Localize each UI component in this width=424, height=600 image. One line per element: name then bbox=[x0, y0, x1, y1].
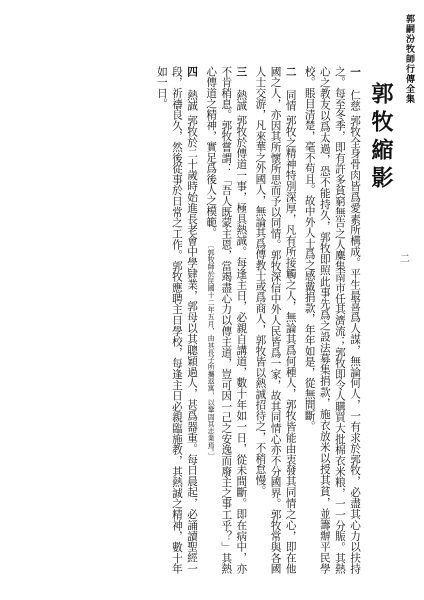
page-number: 二 bbox=[400, 254, 410, 265]
section-1 bbox=[302, 66, 362, 574]
section-heading: 熱誠 bbox=[186, 89, 199, 112]
section-number: 三 bbox=[235, 66, 248, 80]
section-3 bbox=[203, 66, 248, 574]
section-text: 郭牧全身骨肉皆爲愛素所構成。平生最喜爲人謀，無論何人，一有求於郭牧，必盡其心力以扶持之。每至冬季，即有許多貧窮無告之人麋集南市任其濟流；郭牧即令人購買大批棉衣米粮，一一分賑。其熱心之教友以爲太過，恐不能持久，郭牧即照此事先爲之設法募集捐款，施衣放米以授其貧，並籌辦平民學校。賬目清楚，毫不苟且。故中外人士爲之感戴捐款，年年如是，從無間斷。 bbox=[303, 66, 361, 574]
section-number: 四 bbox=[186, 66, 199, 80]
section-2 bbox=[252, 66, 297, 574]
section-text: 郭牧於二十歲時始進長老會中學肄業，郭母以其聰穎過人，甚爲器重。每日晨起，必誦讀聖經一段，祈禱良久，然後從事於日常之工作。郭牧應聘主日學校，每逢主日必親臨施教，其熱誠之精神，數十年如一日。 bbox=[155, 66, 199, 574]
section-number: 一 bbox=[349, 66, 361, 80]
running-head: 郭嗣汾牧師行傳全集 bbox=[404, 14, 414, 104]
section-heading: 熱誠 bbox=[235, 89, 248, 112]
section-text: 郭牧之精神特別深厚，凡有所接觸之人，無論其爲何種人，郭牧皆能由衷發其同情之心，即在他國之人，亦因其所懷所思而予以同情。郭牧深信中外人民皆爲一家，故其同情心亦不分國界。郭牧常與各國人士交游，凡來華之外國人，無論其爲傳教士或爲商人，郭牧皆以熱誠招待之，不稍怠慢。 bbox=[254, 66, 297, 574]
page-title: 郭牧縮影 bbox=[368, 82, 394, 194]
section-number: 二 bbox=[284, 66, 297, 80]
section-text: 郭牧於傳道一事，極具熱誠。每逢主日，必親自講道，數十年如一日，從未間斷。即在病中，亦不肯稍息。郭牧嘗謂：「吾人既蒙主恩，當竭盡心力以傳主道，豈可因一己之安逸而廢主之事工乎？」其熱心傳道之精神，實足爲後人之模範。 bbox=[205, 66, 248, 574]
section-4 bbox=[154, 66, 199, 574]
section-heading: 仁慈 bbox=[349, 89, 361, 112]
body-text bbox=[8, 66, 362, 574]
section-heading: 同情 bbox=[284, 89, 297, 112]
section-note: 〔郭牧師於民國十二年五月，由其長子所攜返寓，以鞏固其志業焉。〕 bbox=[207, 241, 216, 460]
